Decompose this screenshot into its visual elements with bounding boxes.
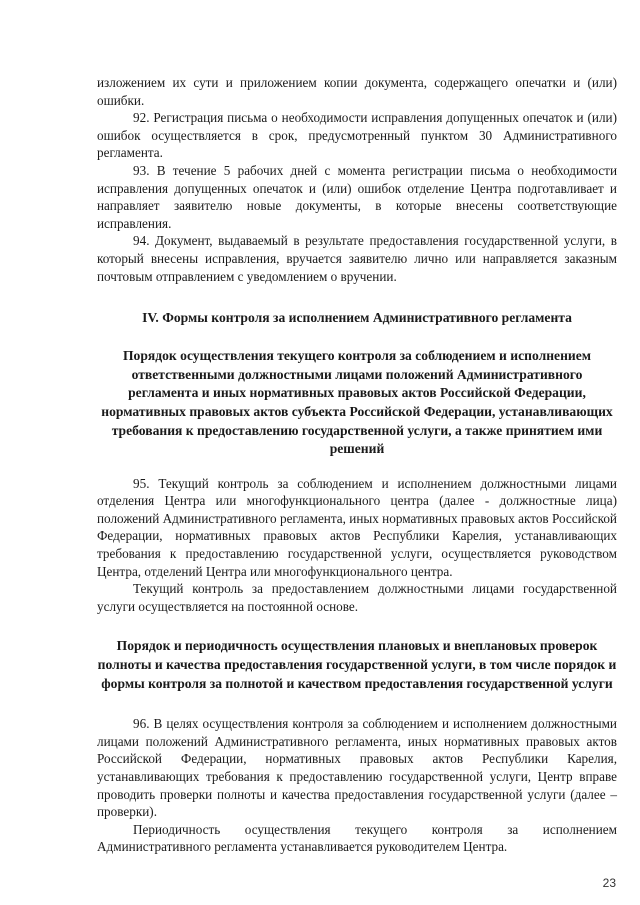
paragraph-93: 93. В течение 5 рабочих дней с момента регистрации письма о необходимости исправления допущенных опечаток и (или) ошибок отделение Центра подготавливает и направляет заявителю новые документы, в которые внесены соответствующие исправления. xyxy=(97,162,617,231)
paragraph-92: 92. Регистрация письма о необходимости исправления допущенных опечаток и (или) ошибок осуществляется в срок, предусмотренный пунктом 30 Административного регламента. xyxy=(97,110,617,161)
paragraph-94: 94. Документ, выдаваемый в результате предоставления государственной услуги, в который внесены исправления, вручается заявителю лично или направляется заказным почтовым отправлением с уведомлением о вручении. xyxy=(97,233,617,284)
paragraph-continuation: изложением их сути и приложением копии документа, содержащего опечатки и (или) ошибки. xyxy=(97,75,617,108)
paragraph-periodicity: Периодичность осуществления текущего контроля за исполнением Административного регламента устанавливается руководителем Центра. xyxy=(97,821,617,855)
section-title-iv: IV. Формы контроля за исполнением Административного регламента xyxy=(142,310,572,326)
page-body xyxy=(97,74,617,856)
subsection-title-current-control: Порядок осуществления текущего контроля за соблюдением и исполнением ответственными должностными лицами положений Административного регламента и иных нормативных правовых актов Российской Федерации, нормативных правовых актов субъекта Российской Федерации, устанавливающих требования к предоставлению государственной услуги, а также принятием ими решений xyxy=(101,348,613,457)
paragraph-current-control: Текущий контроль за предоставлением должностными лицами государственной услуги осуществляется на постоянной основе. xyxy=(97,581,617,614)
page-number: 23 xyxy=(602,876,616,890)
subsection-title-inspections: Порядок и периодичность осуществления плановых и внеплановых проверок полноты и качества предоставления государственной услуги, в том числе порядок и формы контроля за полнотой и качеством предоставления государственной услуги xyxy=(97,638,617,691)
paragraph-95: 95. Текущий контроль за соблюдением и исполнением должностными лицами отделения Центра или многофункционального центра (далее - должностные лица) положений Административного регламента, иных нормативных правовых актов Российской Федерации, нормативных правовых актов Республики Карелия, устанавливающих требования к предоставлению государственной услуги, осуществляется руководством Центра, отделений Центра или многофункционального центра. xyxy=(97,475,617,579)
paragraph-96: 96. В целях осуществления контроля за соблюдением и исполнением должностными лицами положений Административного регламента, иных нормативных правовых актов Российской Федерации, нормативных правовых актов Республики Карелия, устанавливающих требования к предоставлению государственной услуги, Центр вправе проводить проверки полноты и качества предоставления государственной услуги (далее – проверки). xyxy=(97,716,617,820)
